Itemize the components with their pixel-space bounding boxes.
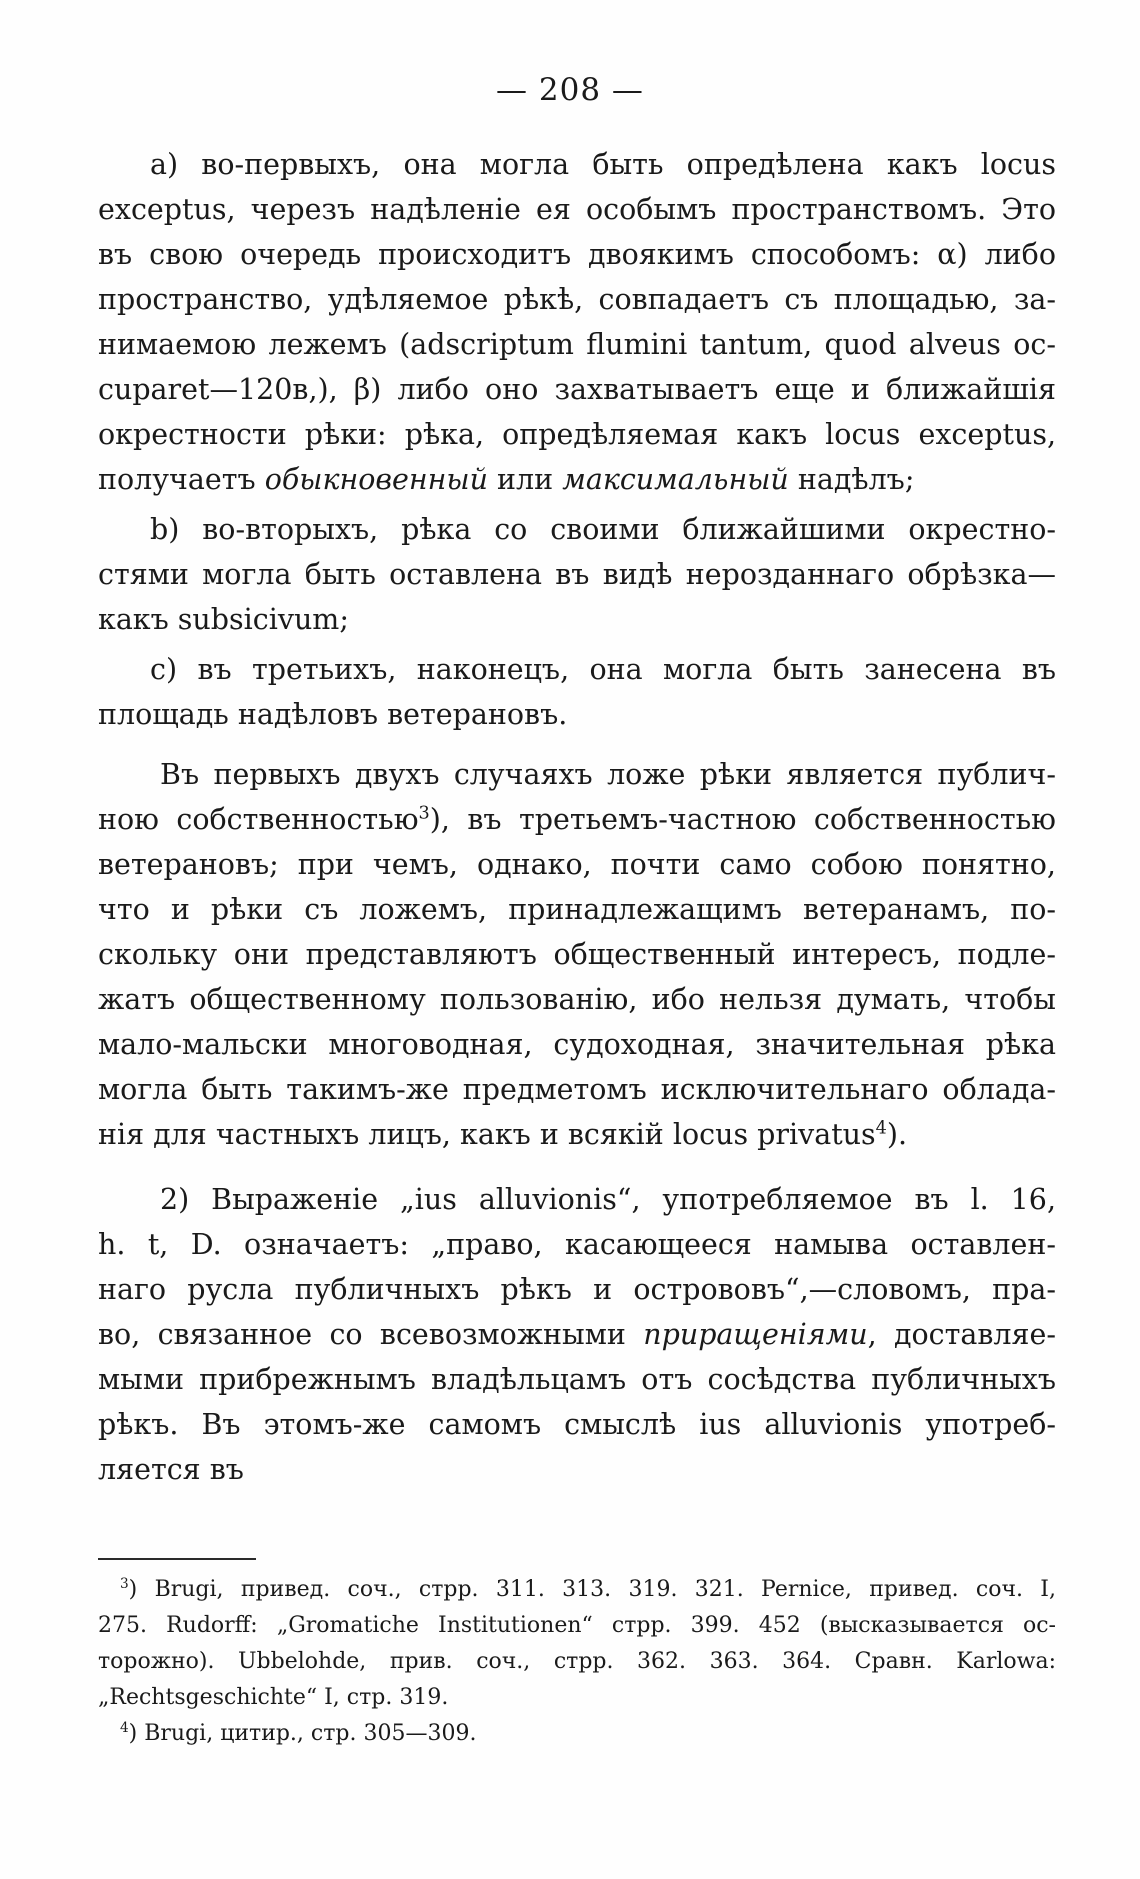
text-run: получаетъ: [98, 463, 265, 496]
footnote-text: ) Brugi, привед. соч., стрр. 311. 313. 319. 321. Pernice, привед. соч. I,: [128, 1577, 1056, 1602]
text-run: ною собственностью: [98, 803, 419, 836]
text-line: окрестности рѣки: рѣка, опредѣляемая какъ locus exceptus,: [98, 418, 1056, 451]
text-run: надѣлъ;: [788, 463, 915, 496]
text-line: Въ первыхъ двухъ случаяхъ ложе рѣки является публич-: [160, 758, 1056, 791]
text-line: мало-мальски многоводная, судоходная, значительная рѣка: [98, 1028, 1056, 1061]
text-line: ляется въ: [98, 1453, 244, 1486]
text-line: [98, 1315, 1056, 1355]
footnote-line: „Rechtsgeschichte“ I, стр. 319.: [98, 1685, 449, 1710]
text-line: рѣкъ. Въ этомъ-же самомъ смыслѣ ius alluvionis употреб-: [98, 1408, 1056, 1441]
text-run: во, связанное со всевозможными: [98, 1318, 644, 1351]
text-line: жатъ общественному пользованію, ибо нельзя думать, чтобы: [98, 983, 1056, 1016]
footnote-mark: 3: [120, 1575, 129, 1592]
text-run: нія для частныхъ лицъ, какъ и всякій locus privatus: [98, 1118, 876, 1151]
footnote-divider: [98, 1558, 256, 1560]
italic-term: максимальный: [562, 463, 789, 496]
footnote-mark: 4: [120, 1719, 129, 1736]
footnote-line: [120, 1718, 1056, 1750]
text-run: ), въ третьемъ-частною собственностью: [429, 803, 1056, 836]
text-run: , доставляе-: [867, 1318, 1056, 1351]
text-line: что и рѣки съ ложемъ, принадлежащимъ ветеранамъ, по-: [98, 893, 1056, 926]
footnote-text: ) Brugi, цитир., стр. 305—309.: [128, 1721, 477, 1746]
text-line: a) во-первыхъ, она могла быть опредѣлена какъ locus: [150, 148, 1056, 181]
text-line: какъ subsicivum;: [98, 603, 349, 636]
footnote-ref: 4: [875, 1118, 887, 1139]
text-line: скольку они представляютъ общественный интересъ, подле-: [98, 938, 1056, 971]
text-line: cuparet—120в,), β) либо оно захватываетъ еще и ближайшія: [98, 373, 1056, 406]
footnote-line: торожно). Ubbelohde, прив. соч., стрр. 362. 363. 364. Сравн. Karlowa:: [98, 1649, 1056, 1674]
text-line: c) въ третьихъ, наконецъ, она могла быть занесена въ: [150, 653, 1056, 686]
text-line: площадь надѣловъ ветерановъ.: [98, 698, 568, 731]
text-line: стями могла быть оставлена въ видѣ нерозданнаго обрѣзка—: [98, 558, 1056, 591]
text-run: или: [487, 463, 563, 496]
text-line: ветерановъ; при чемъ, однако, почти само собою понятно,: [98, 848, 1056, 881]
text-line: мыми прибрежнымъ владѣльцамъ отъ сосѣдства публичныхъ: [98, 1363, 1056, 1396]
text-line: h. t, D. означаетъ: „право, касающееся намыва оставлен-: [98, 1228, 1056, 1261]
text-line: могла быть такимъ-же предметомъ исключительнаго облада-: [98, 1073, 1056, 1106]
text-line: пространство, удѣляемое рѣкѣ, совпадаетъ съ площадью, за-: [98, 283, 1056, 316]
footnote-line: 275. Rudorff: „Gromatiche Institutionen“ стрр. 399. 452 (высказывается ос-: [98, 1613, 1056, 1638]
text-line: [98, 800, 1056, 840]
italic-term: приращеніями: [643, 1318, 868, 1351]
text-run: ).: [886, 1118, 908, 1151]
text-line: b) во-вторыхъ, рѣка со своими ближайшими окрестно-: [150, 513, 1056, 546]
text-line: наго русла публичныхъ рѣкъ и острововъ“,—словомъ, пра-: [98, 1273, 1056, 1306]
text-line: нимаемою лежемъ (adscriptum flumini tantum, quod alveus oc-: [98, 328, 1056, 361]
text-line: 2) Выраженіе „ius alluvionis“, употребляемое въ l. 16,: [160, 1183, 1056, 1216]
text-line: въ свою очередь происходитъ двоякимъ способомъ: α) либо: [98, 238, 1056, 271]
text-line: exceptus, черезъ надѣленіе ея особымъ пространствомъ. Это: [98, 193, 1056, 226]
text-line: [98, 1115, 1056, 1155]
page-number: — 208 —: [496, 72, 644, 108]
text-line: [98, 460, 1056, 500]
italic-term: обыкновенный: [264, 463, 488, 496]
text-run: [98, 803, 1056, 836]
footnote-line: [120, 1574, 1056, 1606]
footnote-ref: 3: [418, 803, 430, 824]
